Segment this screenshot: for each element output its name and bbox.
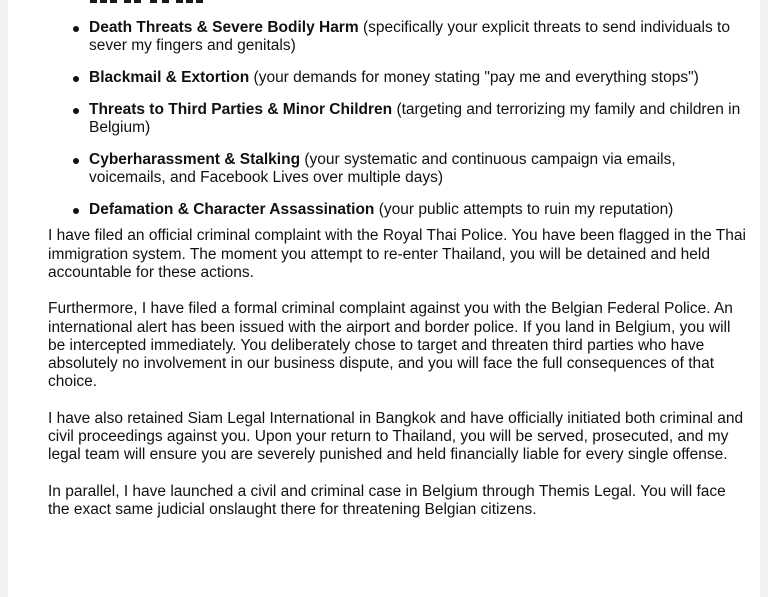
bullet-icon [73, 108, 79, 114]
document-body [48, 19, 748, 537]
bullet-icon [73, 76, 79, 82]
list-item [48, 201, 748, 219]
charge-term: Blackmail & Extortion [89, 69, 250, 87]
cutoff-text-line [90, 0, 250, 3]
paragraph-themis-legal: In parallel, I have launched a civil and criminal case in Belgium through Themis Legal. You will face the exact same judicial onslaught there for threatening Belgian citizens. [48, 482, 726, 518]
bullet-icon [73, 26, 79, 32]
charge-term: Cyberharassment & Stalking [89, 150, 301, 168]
list-item [48, 151, 748, 188]
bullet-icon [73, 208, 79, 214]
bullet-icon [73, 158, 79, 164]
charge-term: Threats to Third Parties & Minor Children [89, 100, 393, 118]
paragraph-thai-police: I have filed an official criminal complaint with the Royal Thai Police. You have been flagged in the Thai immigration system. The moment you attempt to re-enter Thailand, you will be detained and held accountable for these actions. [48, 227, 746, 281]
list-item [48, 19, 748, 56]
list-item [48, 101, 748, 138]
charge-term: Defamation & Character Assassination [89, 201, 375, 219]
charge-detail: (your systematic and continuous campaign via emails, voicemails, and Facebook Lives over multiple days) [89, 150, 676, 187]
charge-detail: (your demands for money stating "pay me and everything stops") [253, 69, 699, 87]
charge-term: Death Threats & Severe Bodily Harm [89, 19, 359, 36]
paragraph-siam-legal: I have also retained Siam Legal International in Bangkok and have officially initiated both criminal and civil proceedings against you. Upon your return to Thailand, you will be served, prosecuted, and my legal team will ensure you are severely punished and held financially liable for every single offense. [48, 409, 744, 464]
charge-detail: (specifically your explicit threats to send individuals to sever my fingers and genitals) [89, 19, 730, 55]
paragraph-belgian-police: Furthermore, I have filed a formal criminal complaint against you with the Belgian Federal Police. An international alert has been issued with the airport and border police. If you land in Belgium, you will be intercepted immediately. You deliberately chose to target and threaten third parties who have absolutely no involvement in our business dispute, and you will face the full consequences of that choice. [48, 300, 733, 391]
list-item [48, 69, 748, 87]
charge-detail: (targeting and terrorizing my family and children in Belgium) [89, 100, 741, 137]
document-page [8, 0, 760, 597]
charge-detail: (your public attempts to ruin my reputation) [378, 201, 674, 219]
charges-list [48, 19, 748, 219]
